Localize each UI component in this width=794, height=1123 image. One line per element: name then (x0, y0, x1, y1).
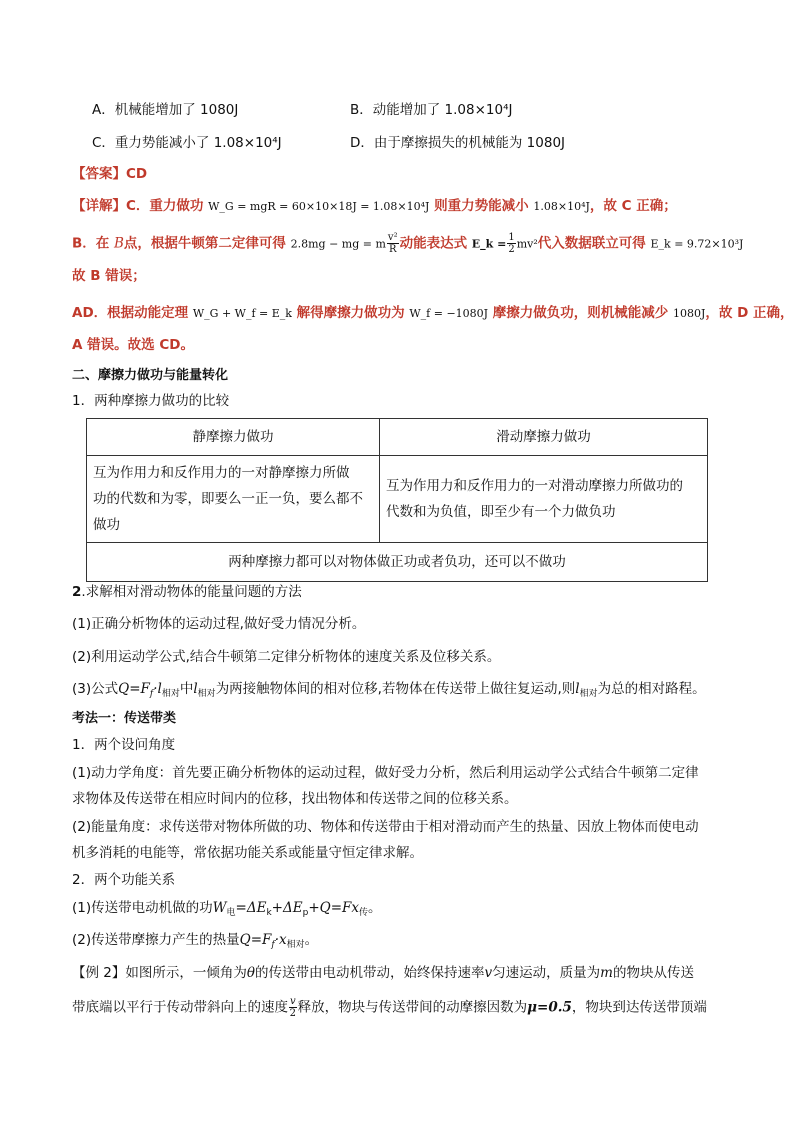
detail-b-formula3: mv² (516, 237, 538, 251)
ex2-text-d: 的物块从传送 (612, 965, 694, 981)
detail-c-formula: W_G = mgR = 60×10×18J = 1.08×10⁴J (208, 200, 430, 213)
section2-item2 (72, 582, 302, 602)
detail-c-value: 1.08×10⁴J (533, 200, 590, 213)
section2-item1: 1．两种摩擦力做功的比较 (72, 393, 230, 409)
answer: 【答案】CD (72, 166, 148, 182)
r2-sub: 相对 (286, 940, 305, 950)
detail-b-text4: 代入数据联立可得 (537, 235, 646, 252)
method1-p1-line1: (1)动力学角度：首先要正确分析物体的运动过程，做好受力分析，然后利用运动学公式结合牛顿第二定律 (72, 765, 699, 781)
method1-item2: 2．两个功能关系 (72, 872, 176, 888)
detail-ad-line (72, 303, 794, 324)
detail-b-frac2-den: 2 (508, 244, 515, 255)
step3-text-a: (3)公式 (72, 681, 119, 697)
table-body-row (87, 456, 708, 543)
r1-d: +Q=Fx (308, 900, 359, 916)
detail-c-text3: ，故 C 正确； (589, 198, 677, 214)
method1-relation2 (72, 930, 318, 955)
example2-line2 (72, 996, 707, 1019)
table-footer-row (87, 543, 708, 582)
table-header-row (87, 419, 708, 456)
r1-c: +ΔE (271, 900, 303, 916)
ex2-v: v (484, 965, 493, 981)
r2-end: 。 (304, 932, 319, 948)
section2-step1: (1)正确分析物体的运动过程,做好受力情况分析。 (72, 616, 366, 632)
section2-heading: 二、摩擦力做功与能量转化 (72, 368, 229, 383)
detail-ad-formula2: W_f = −1080J (409, 307, 489, 320)
step3-sub-rel2: 相对 (197, 689, 216, 699)
detail-b-end: 故 B 错误； (72, 268, 146, 284)
r2-x: ·x (274, 932, 287, 948)
r1-sub: 电 (226, 908, 236, 918)
detail-ad-end: A 错误。故选 CD。 (72, 337, 194, 353)
step3-sub-rel: 相对 (161, 689, 180, 699)
ex2-fraction (289, 996, 297, 1019)
detail-b-point: B (114, 235, 124, 252)
r1-k: k (266, 908, 272, 918)
table-footer: 两种摩擦力都可以对物体做正功或者负功，还可以不做功 (87, 543, 708, 582)
ex2-l2-text-a: 带底端以平行于传动带斜向上的速度 (72, 999, 288, 1016)
detail-c-line (72, 196, 677, 217)
ex2-frac-num: v (290, 996, 296, 1007)
detail-b-text1: B．在 (72, 235, 110, 252)
detail-b-fraction1 (387, 232, 399, 255)
r1-end: 。 (368, 900, 382, 916)
method1-p2-line1: (2)能量角度：求传送带对物体所做的功、物体和传送带由于相对滑动而产生的热量、因放上物体而使电动 (72, 819, 699, 835)
example2-line1 (72, 963, 694, 983)
method1-p1-line2: 求物体及传送带在相应时间内的位移，找出物体和传送带之间的位移关系。 (72, 791, 518, 807)
detail-b-formula1: 2.8mg − mg = m (290, 237, 386, 251)
r1-b: =ΔE (235, 900, 267, 916)
ex2-theta: θ (246, 965, 256, 981)
step3-text-c: 为两接触物体间的相对位移,若物体在传送带上做往复运动,则 (215, 681, 576, 697)
table-cell-sliding (380, 456, 708, 543)
ex2-l2-text-b: 释放，物块与传送带间的动摩擦因数为 (297, 999, 528, 1016)
ex2-m: m (600, 965, 613, 981)
option-c: C．重力势能减小了 1.08×10⁴J (92, 135, 282, 151)
step3-formula: Q=F (118, 681, 150, 697)
section2-step3 (72, 679, 706, 704)
method1-relation1 (72, 898, 382, 923)
step3-text-b: 中 (179, 681, 194, 697)
table-header-sliding: 滑动摩擦力做功 (380, 419, 708, 456)
detail-ad-text3: 摩擦力做负功，则机械能减少 (492, 305, 669, 321)
detail-c-text2: 则重力势能减小 (434, 198, 529, 214)
r1-sub2: 传 (358, 908, 368, 918)
section2-item2-text: .求解相对滑动物体的能量问题的方法 (81, 584, 302, 600)
detail-b-frac-num: v² (387, 232, 398, 243)
detail-b-frac2-num: 1 (508, 232, 515, 243)
option-a: A．机械能增加了 1080J (92, 102, 239, 118)
comparison-table (86, 418, 708, 582)
step3-sub-f: f (149, 689, 154, 699)
method1-heading: 考法一：传送带类 (72, 711, 177, 726)
r2-text-a: (2)传送带摩擦力产生的热量 (72, 932, 240, 948)
r1-p: p (302, 908, 309, 918)
method1-p2-line2: 机多消耗的电能等，常依据功能关系或能量守恒定律求解。 (72, 845, 423, 861)
step3-l: ·l (153, 681, 162, 697)
step3-l2: l (193, 681, 198, 697)
detail-b-formula2: E_k = (471, 237, 507, 251)
step3-sub-rel3: 相对 (579, 689, 598, 699)
detail-b-line (72, 232, 743, 255)
ex2-text-c: 匀速运动，质量为 (492, 965, 601, 981)
r1-text-a: (1)传送带电动机做的功 (72, 900, 213, 916)
table-sliding-line2: 代数和为负值，即至少有一个力做负功 (386, 504, 616, 520)
table-cell-static (87, 456, 380, 543)
ex2-frac-den: 2 (289, 1008, 297, 1019)
detail-b-frac-den: R (388, 244, 397, 255)
detail-ad-text1: AD．根据动能定理 (72, 305, 189, 321)
detail-b-fraction2 (507, 232, 515, 255)
r2-q: Q=F (239, 932, 272, 948)
ex2-l2-text-c: ，物块到达传送带顶端 (571, 999, 707, 1016)
section2-step2: (2)利用运动学公式,结合牛顿第二定律分析物体的速度关系及位移关系。 (72, 649, 501, 665)
table-header-static: 静摩擦力做功 (87, 419, 380, 456)
detail-tag: 【详解】 (72, 198, 126, 214)
detail-b-text2: 点，根据牛顿第二定律可得 (123, 235, 286, 252)
ex2-text-b: 的传送带由电动机带动，始终保持速率 (255, 965, 485, 981)
option-d: D．由于摩擦损失的机械能为 1080J (350, 135, 566, 151)
step3-text-d: 为总的相对路程。 (597, 681, 706, 697)
table-static-line1: 互为作用力和反作用力的一对静摩擦力所做 (93, 465, 350, 481)
option-b: B．动能增加了 1.08×10⁴J (350, 102, 513, 118)
detail-ad-text4: ，故 D 正确， (705, 305, 794, 321)
detail-ad-formula3: 1080J (672, 307, 706, 320)
detail-c-text1: C．重力做功 (126, 198, 204, 214)
r1-w: W (212, 900, 227, 916)
table-static-line3: 做功 (93, 517, 120, 533)
method1-item1: 1．两个设问角度 (72, 737, 176, 753)
detail-b-text3: 动能表达式 (399, 235, 468, 252)
detail-ad-text2: 解得摩擦力做功为 (296, 305, 405, 321)
ex2-text-a: 【例 2】如图所示，一倾角为 (72, 965, 247, 981)
table-static-line2: 功的代数和为零，即要么一正一负，要么都不 (93, 491, 363, 507)
r2-f: f (271, 940, 275, 950)
section2-item2-num: 2 (72, 584, 82, 600)
step3-l3: l (575, 681, 580, 697)
ex2-mu: μ=0.5 (527, 999, 572, 1016)
table-sliding-line1: 互为作用力和反作用力的一对滑动摩擦力所做功的 (386, 478, 683, 494)
detail-ad-formula1: W_G + W_f = E_k (192, 307, 292, 320)
detail-b-formula4: E_k = 9.72×10³J (650, 237, 744, 251)
